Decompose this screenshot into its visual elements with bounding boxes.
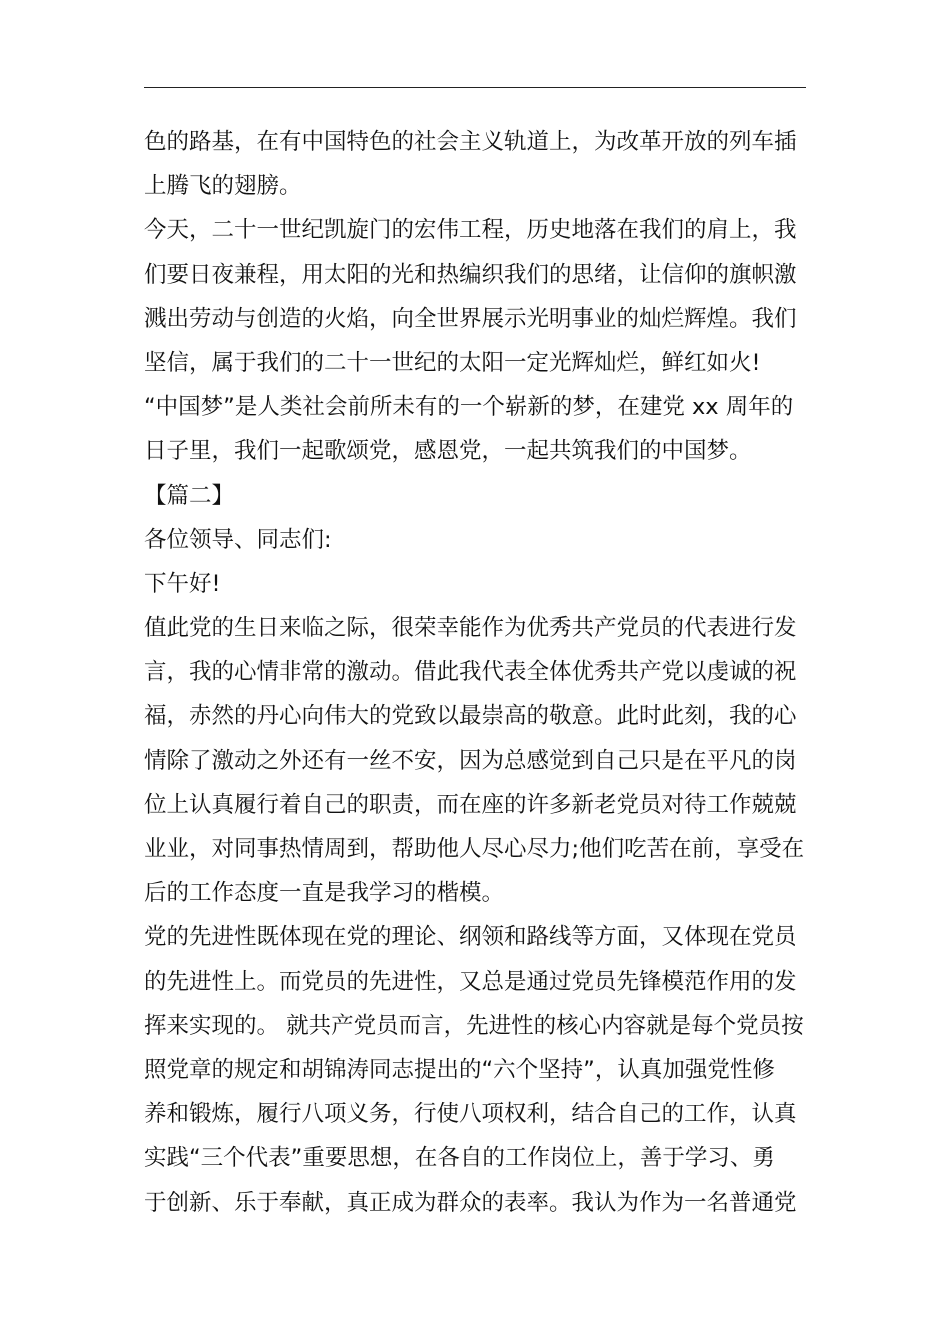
text-line: 情除了激动之外还有一丝不安，因为总感觉到自己只是在平凡的岗 xyxy=(144,747,797,774)
text-line: 日子里，我们一起歌颂党，感恩党，一起共筑我们的中国梦。 xyxy=(144,438,752,465)
text-line: 坚信，属于我们的二十一世纪的太阳一定光辉灿烂，鲜红如火! xyxy=(144,349,761,376)
greeting: 下午好! xyxy=(144,570,221,597)
text-line: 色的路基，在有中国特色的社会主义轨道上，为改革开放的列车插 xyxy=(144,129,797,155)
section-heading: 【篇二】 xyxy=(144,482,235,509)
text-line: 上腾飞的翅膀。 xyxy=(144,173,302,200)
text-line: 后的工作态度一直是我学习的楷模。 xyxy=(144,880,505,907)
text-line: 的先进性上。而党员的先进性，又总是通过党员先锋模范作用的发 xyxy=(144,968,797,995)
text-line: 于创新、乐于奉献，真正成为群众的表率。我认为作为一名普通党 xyxy=(144,1189,797,1216)
text-line: 业业，对同事热情周到，帮助他人尽心尽力;他们吃苦在前，享受在 xyxy=(144,836,805,862)
text-line: 挥来实现的。 就共产党员而言，先进性的核心内容就是每个党员按 xyxy=(144,1012,804,1039)
text-line: 们要日夜兼程，用太阳的光和热编织我们的思绪，让信仰的旗帜激 xyxy=(144,261,797,288)
text-line: 福，赤然的丹心向伟大的党致以最崇高的敬意。此时此刻，我的心 xyxy=(144,703,797,730)
text-line: 养和锻炼，履行八项义务，行使八项权利，结合自己的工作，认真 xyxy=(144,1101,797,1128)
salutation: 各位领导、同志们: xyxy=(144,526,332,553)
text-line: “中国梦”是人类社会前所未有的一个崭新的梦，在建党 xx 周年的 xyxy=(144,394,794,421)
text-line: 实践“三个代表”重要思想，在各自的工作岗位上，善于学习、勇 xyxy=(144,1145,775,1172)
text-line: 值此党的生日来临之际，很荣幸能作为优秀共产党员的代表进行发 xyxy=(144,615,797,642)
header-rule xyxy=(144,87,806,88)
document-body xyxy=(144,120,808,1225)
text-line: 位上认真履行着自己的职责，而在座的许多新老党员对待工作兢兢 xyxy=(144,791,797,818)
text-line: 言，我的心情非常的激动。借此我代表全体优秀共产党以虔诚的祝 xyxy=(144,659,797,686)
text-line: 照党章的规定和胡锦涛同志提出的“六个坚持”，认真加强党性修 xyxy=(144,1056,775,1083)
text-line: 党的先进性既体现在党的理论、纲领和路线等方面，又体现在党员 xyxy=(144,924,797,951)
text-line: 溅出劳动与创造的火焰，向全世界展示光明事业的灿烂辉煌。我们 xyxy=(144,305,797,332)
text-line: 今天，二十一世纪凯旋门的宏伟工程，历史地落在我们的肩上，我 xyxy=(144,217,797,244)
